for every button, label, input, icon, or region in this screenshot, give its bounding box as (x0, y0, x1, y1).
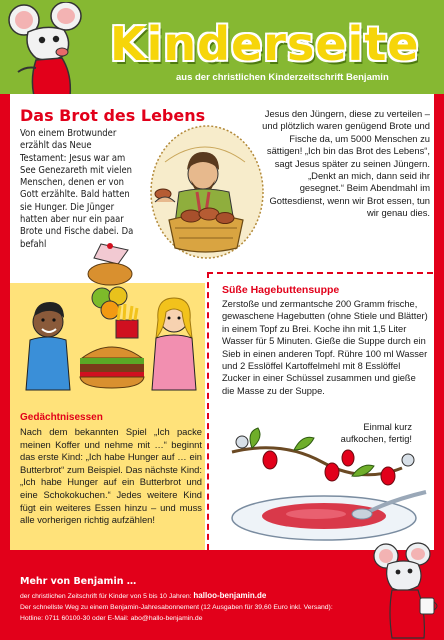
article-text-right: Jesus den Jüngern, diese zu verteilen – und plötzlich waren genügend Brote und Fische da, um 5000 Menschen zu sättigen! „Ich bin das Brot des Lebens“, sagt Jesus später zu seinen Jüngern. „Denkt an mich, dann seid ihr gesegnet.“ Beim Abendmahl im Gottesdienst, wenn wir Brot essen, tun wir genau dies. (262, 108, 430, 219)
recipe-ending: Einmal kurz aufkochen, fertig! (340, 422, 412, 445)
footer-heading: Mehr von Benjamin … (20, 576, 137, 587)
food-tower-illustration-icon (6, 240, 206, 400)
footer-line-1 (20, 591, 266, 600)
mouse-with-cup-icon (370, 540, 442, 640)
page-title: Kinderseite (110, 17, 420, 71)
page-subtitle: aus der christlichen Kinderzeitschrift Benjamin (176, 72, 389, 83)
recipe-text: Zerstoße und zermantsche 200 Gramm frische, gewaschene Hagebutten (ohne Stiele und Blätter) in einem Topf zu Brei. Koche ihn mit 1,5 Liter Wasser für 5 Minuten. Gieße die Suppe durch ein Sieb in einen anderen Topf. Rühre 100 ml Wasser und 2 Esslöffel Kartoffelmehl mit 8 Esslöffel Zucker in einer Schüssel zusammen und gieße die Masse zu der Suppe. (222, 299, 428, 396)
article-text-left: Von einem Brotwunder erzählt das Neue Testament: Jesus war am See Genezareth mit vielen Menschen, denen er von Gott erzählte. Bald hatten sie Hunger. Die Jünger hatten aber nur ein paar Brote und Fische dabei. Da befahl (20, 128, 134, 250)
game-text: Nach dem bekannten Spiel „Ich packe meinen Koffer und nehme mit …“ beginnt das erste Kind: „Ich habe Hunger auf … ein Butterbrot“ zum Beispiel. Das nächste Kind: „Ich habe Hunger auf ein Butterbrot und eine Schokokuchen.“ Jedes weitere Kind fügt ein weiteres Essen hinzu – und muss alle vorherigen richtig aufzählen! (20, 426, 202, 526)
rosehip-soup-illustration-icon (212, 422, 434, 548)
article-heading: Das Brot des Lebens (20, 106, 206, 125)
footer-line-3: Hotline: 0711 60100-30 oder E-Mail: abo@hallo-benjamin.de (20, 615, 203, 622)
recipe-heading: Süße Hagebuttensuppe (222, 284, 340, 296)
footer-website-link[interactable]: halloo-benjamin.de (193, 591, 267, 600)
game-heading: Gedächtnisessen (20, 412, 103, 423)
footer-line-1-text: der christlichen Zeitschrift für Kinder von 5 bis 10 Jahren: (20, 593, 194, 600)
mouse-mascot-icon (6, 2, 92, 94)
footer-line-2: Der schnellste Weg zu einem Benjamin-Jahresabonnement (12 Ausgaben für 39,60 Euro inkl. Versand): (20, 604, 333, 611)
header-banner (0, 0, 444, 94)
